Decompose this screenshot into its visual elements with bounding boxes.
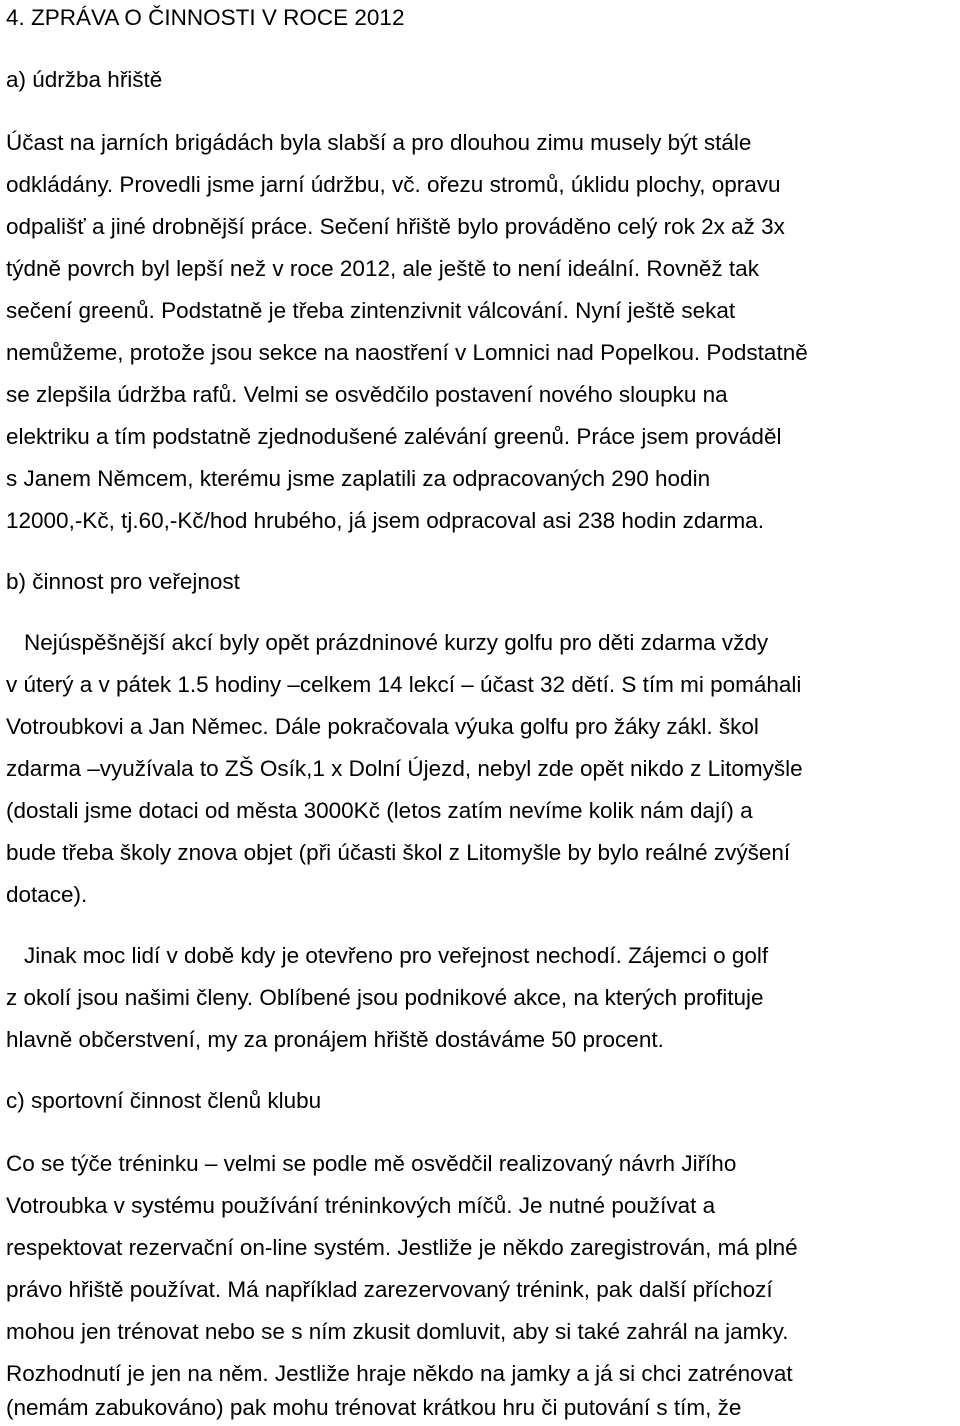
section-a-line: s Janem Němcem, kterému jsme zaplatili za odpracovaných 290 hodin	[6, 466, 711, 491]
section-a-line: týdně povrch byl lepší než v roce 2012, ale ještě to není ideální. Rovněž tak	[6, 256, 759, 281]
section-c-line: respektovat rezervační on-line systém. Jestliže je někdo zaregistrován, má plné	[6, 1235, 798, 1260]
section-a-line: Účast na jarních brigádách byla slabší a pro dlouhou zimu musely být stále	[6, 130, 752, 155]
section-a-heading: a) údržba hřiště	[6, 67, 163, 92]
section-a-line: odpališť a jiné drobnější práce. Sečení hřiště bylo prováděno celý rok 2x až 3x	[6, 214, 785, 239]
section-b-line: hlavně občerstvení, my za pronájem hřiště dostáváme 50 procent.	[6, 1027, 664, 1052]
section-a-line: se zlepšila údržba rafů. Velmi se osvědčilo postavení nového sloupku na	[6, 382, 728, 407]
section-b-line: Jinak moc lidí v době kdy je otevřeno pro veřejnost nechodí. Zájemci o golf	[24, 943, 769, 968]
section-b-line: Nejúspěšnější akcí byly opět prázdninové kurzy golfu pro děti zdarma vždy	[24, 630, 769, 655]
section-b-line: z okolí jsou našimi členy. Oblíbené jsou podnikové akce, na kterých profituje	[6, 985, 764, 1010]
report-title: 4. ZPRÁVA O ČINNOSTI V ROCE 2012	[6, 5, 405, 30]
section-b-line: v úterý a v pátek 1.5 hodiny –celkem 14 lekcí – účast 32 dětí. S tím mi pomáhali	[6, 672, 802, 697]
section-c-line: právo hřiště používat. Má například zarezervovaný trénink, pak další příchozí	[6, 1277, 773, 1302]
section-b-line: Votroubkovi a Jan Němec. Dále pokračovala výuka golfu pro žáky zákl. škol	[6, 714, 759, 739]
section-c-line: Votroubka v systému používání tréninkových míčů. Je nutné používat a	[6, 1193, 716, 1218]
section-b-line: zdarma –využívala to ZŠ Osík,1 x Dolní Újezd, nebyl zde opět nikdo z Litomyšle	[6, 756, 803, 781]
section-c-line: mohou jen trénovat nebo se s ním zkusit domluvit, aby si také zahrál na jamky.	[6, 1319, 789, 1344]
section-b-line: dotace).	[6, 882, 88, 907]
section-c-line: (nemám zabukováno) pak mohu trénovat krátkou hru či putování s tím, že	[6, 1395, 742, 1420]
section-c-line: Rozhodnutí je jen na něm. Jestliže hraje někdo na jamky a já si chci zatrénovat	[6, 1361, 793, 1386]
section-b-line: (dostali jsme dotaci od města 3000Kč (letos zatím nevíme kolik nám dají) a	[6, 798, 753, 823]
section-a-line: elektriku a tím podstatně zjednodušené zalévání greenů. Práce jsem prováděl	[6, 424, 782, 449]
section-b-heading: b) činnost pro veřejnost	[6, 569, 240, 594]
section-c-line: Co se týče tréninku – velmi se podle mě osvědčil realizovaný návrh Jiřího	[6, 1151, 737, 1176]
section-a-line: 12000,-Kč, tj.60,-Kč/hod hrubého, já jsem odpracoval asi 238 hodin zdarma.	[6, 508, 764, 533]
section-c-heading: c) sportovní činnost členů klubu	[6, 1088, 322, 1113]
section-a-line: sečení greenů. Podstatně je třeba zintenzivnit válcování. Nyní ještě sekat	[6, 298, 736, 323]
section-a-line: nemůžeme, protože jsou sekce na naostření v Lomnici nad Popelkou. Podstatně	[6, 340, 808, 365]
section-b-line: bude třeba školy znova objet (při účasti škol z Litomyšle by bylo reálné zvýšení	[6, 840, 791, 865]
section-a-line: odkládány. Provedli jsme jarní údržbu, vč. ořezu stromů, úklidu plochy, opravu	[6, 172, 781, 197]
